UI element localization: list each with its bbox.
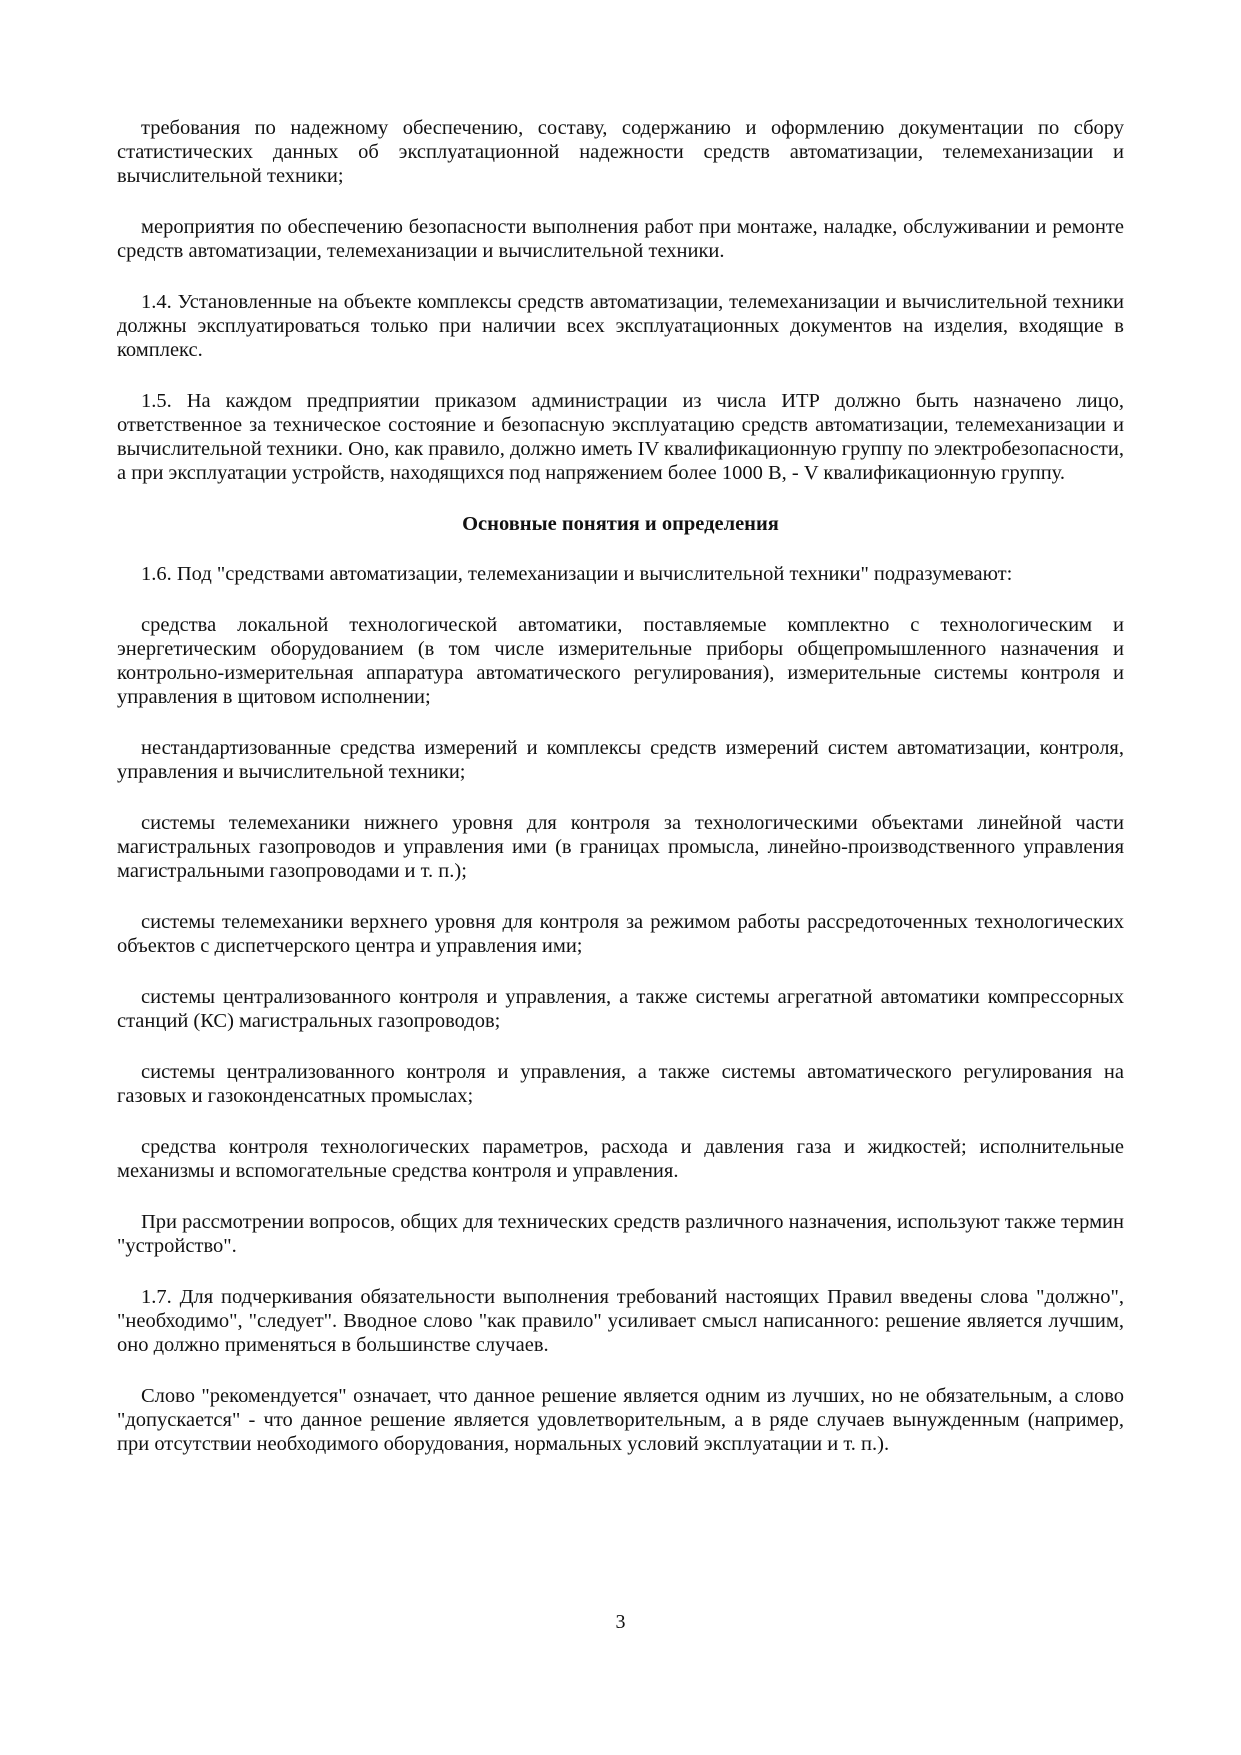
paragraph-device-term: При рассмотрении вопросов, общих для технических средств различного назначения, используют также термин "устройство". xyxy=(117,1211,1124,1257)
list-item-gas-fields: системы централизованного контроля и управления, а также системы автоматического регулирования на газовых и газоконденсатных промыслах; xyxy=(117,1061,1124,1107)
list-item-control-means: средства контроля технологических параметров, расхода и давления газа и жидкостей; исполнительные механизмы и вспомогательные средства контроля и управления. xyxy=(117,1136,1124,1182)
paragraph-recommended-word: Слово "рекомендуется" означает, что данное решение является одним из лучших, но не обязательным, а слово "допускается" - что данное решение является удовлетворительным, а в ряде случаев вынужденным (например, при отсутствии необходимого оборудования, нормальных условий эксплуатации и т. п.). xyxy=(117,1385,1124,1455)
list-item-upper-telemechanics: системы телемеханики верхнего уровня для контроля за режимом работы рассредоточенных технологических объектов с диспетчерского центра и управления ими; xyxy=(117,911,1124,957)
paragraph-1-6: 1.6. Под "средствами автоматизации, телемеханизации и вычислительной техники" подразумевают: xyxy=(141,563,1013,585)
paragraph-1-5: 1.5. На каждом предприятии приказом администрации из числа ИТР должно быть назначено лицо, ответственное за техническое состояние и безопасную эксплуатацию средств автоматизации, телемеханизации и вычислительной техники. Оно, как правило, должно иметь IV квалификационную группу по электробезопасности, а при эксплуатации устройств, находящихся под напряжением более 1000 В, - V квалификационную группу. xyxy=(117,390,1124,484)
paragraph-documentation-requirements: требования по надежному обеспечению, составу, содержанию и оформлению документации по сбору статистических данных об эксплуатационной надежности средств автоматизации, телемеханизации и вычислительной техники; xyxy=(117,117,1124,187)
list-item-lower-telemechanics: системы телемеханики нижнего уровня для контроля за технологическими объектами линейной части магистральных газопроводов и управления ими (в границах промысла, линейно-производственного управления магистральными газопроводами и т. п.); xyxy=(117,812,1124,882)
paragraph-safety-measures: мероприятия по обеспечению безопасности выполнения работ при монтаже, наладке, обслуживании и ремонте средств автоматизации, телемеханизации и вычислительной техники. xyxy=(117,216,1124,262)
section-heading: Основные понятия и определения xyxy=(462,513,779,535)
list-item-nonstandard-measurement: нестандартизованные средства измерений и комплексы средств измерений систем автоматизации, контроля, управления и вычислительной техники; xyxy=(117,737,1124,783)
page-number: 3 xyxy=(615,1611,626,1633)
list-item-compressor-stations: системы централизованного контроля и управления, а также системы агрегатной автоматики компрессорных станций (КС) магистральных газопроводов; xyxy=(117,986,1124,1032)
list-item-local-automation: средства локальной технологической автоматики, поставляемые комплектно с технологическим и энергетическим оборудованием (в том числе измерительные приборы общепромышленного назначения и контрольно-измерительная аппаратура автоматического регулирования), измерительные системы контроля и управления в щитовом исполнении; xyxy=(117,614,1124,708)
document-page xyxy=(117,116,1124,1483)
paragraph-1-7: 1.7. Для подчеркивания обязательности выполнения требований настоящих Правил введены слова "должно", "необходимо", "следует". Вводное слово "как правило" усиливает смысл написанного: решение является лучшим, оно должно применяться в большинстве случаев. xyxy=(117,1286,1124,1356)
paragraph-1-4: 1.4. Установленные на объекте комплексы средств автоматизации, телемеханизации и вычислительной техники должны эксплуатироваться только при наличии всех эксплуатационных документов на изделия, входящие в комплекс. xyxy=(117,291,1124,361)
